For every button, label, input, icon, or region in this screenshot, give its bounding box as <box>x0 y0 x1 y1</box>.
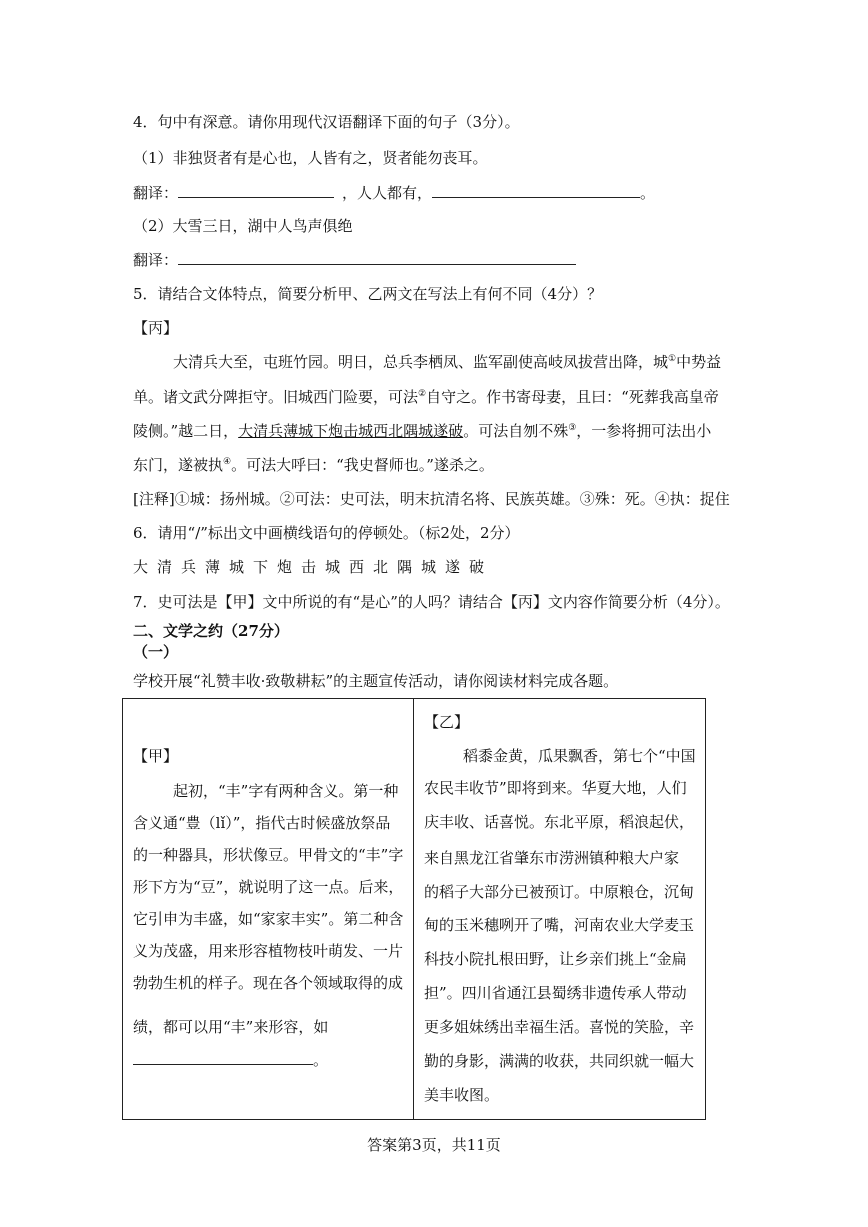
yi-line: 勤的身影，满满的收获，共同织就一幅大 <box>424 1052 695 1070</box>
section-2-subtitle: （一） <box>133 643 179 661</box>
q5-title: 5．请结合文体特点，简要分析甲、乙两文在写法上有何不同（4分）？ <box>133 285 603 303</box>
translation-middle: ，人人都有， <box>342 184 433 202</box>
answer-blank[interactable] <box>178 250 576 265</box>
note-marker: ② <box>418 389 427 399</box>
bing-label: 【丙】 <box>133 319 179 337</box>
q4-sentence-2: （2）大雪三日，湖中人鸟声俱绝 <box>133 217 353 235</box>
jia-line: 绩，都可以用“丰”来形容，如 <box>133 1018 329 1036</box>
answer-blank[interactable] <box>133 1050 313 1065</box>
q6-title: 6．请用“/”标出文中画横线语句的停顿处。（标2处，2分） <box>133 524 520 542</box>
q4-translation-2 <box>133 250 576 270</box>
answer-blank[interactable] <box>432 183 640 198</box>
jia-line: 起初，“丰”字有两种含义。第一种 <box>173 782 399 800</box>
yi-line: 的稻子大部分已被预订。中原粮仓，沉甸 <box>424 883 695 901</box>
yi-line: 来自黑龙江省肇东市涝洲镇种粮大户家 <box>424 849 680 867</box>
yi-line: 稻黍金黄，瓜果飘香，第七个“中国 <box>463 747 696 765</box>
bing-line-3: 陵侧。”越二日，大清兵薄城下炮击城西北隅城遂破。可法自刎不殊③，一参将拥可法出小 <box>133 422 712 440</box>
yi-line: 担”。四川省通江县蜀绣非遗传承人带动 <box>424 984 687 1002</box>
q6-sentence: 大清兵薄城下炮击城西北隅城遂破 <box>133 558 494 576</box>
bing-notes: [注释]①城：扬州城。②可法：史可法，明末抗清名将、民族英雄。③殊：死。④执：捉住 <box>133 490 730 508</box>
yi-line: 甸的玉米穗咧开了嘴，河南农业大学麦玉 <box>424 916 695 934</box>
jia-answer-line <box>133 1050 328 1070</box>
yi-line: 科技小院扎根田野，让乡亲们挑上“金扁 <box>424 950 687 968</box>
translation-label: 翻译： <box>133 184 179 202</box>
page-footer: 答案第3页，共11页 <box>367 1136 501 1154</box>
q4-title: 4．句中有深意。请你用现代汉语翻译下面的句子（3分）。 <box>133 113 520 131</box>
jia-line: 的一种器具，形状像豆。甲骨文的“丰”字 <box>133 846 404 864</box>
yi-line: 农民丰收节”即将到来。华夏大地，人们 <box>424 779 687 797</box>
jia-line: 义为茂盛，用来形容植物枝叶萌发、一片 <box>133 942 404 960</box>
jia-label: 【甲】 <box>133 747 179 765</box>
yi-line: 更多姐妹绣出幸福生活。喜悦的笑脸，辛 <box>424 1018 695 1036</box>
yi-line: 庆丰收、话喜悦。东北平原，稻浪起伏， <box>424 813 695 831</box>
translation-end: 。 <box>640 184 656 202</box>
jia-end: 。 <box>313 1051 329 1069</box>
note-marker: ④ <box>223 457 232 467</box>
note-marker: ③ <box>568 423 577 433</box>
note-marker: ① <box>668 354 677 364</box>
bing-line-1: 大清兵大至，屯班竹园。明日，总兵李栖凤、监军副使高岐凤拔营出降，城①中势益 <box>173 353 722 371</box>
jia-line: 含义通“豊（lǐ）”，指代古时候盛放祭品 <box>133 814 391 832</box>
jia-line: 它引申为丰盛，如“家家丰实”。第二种含 <box>133 910 404 928</box>
yi-line: 美丰收图。 <box>424 1086 500 1104</box>
activity-intro: 学校开展“礼赞丰收·致敬耕耘”的主题宣传活动，请你阅读材料完成各题。 <box>133 672 619 690</box>
answer-blank[interactable] <box>178 183 334 198</box>
jia-line: 勃勃生机的样子。现在各个领域取得的成 <box>133 974 404 992</box>
bing-line-4: 东门，遂被执④。可法大呼曰：“我史督师也。”遂杀之。 <box>133 456 494 474</box>
bing-line-2: 单。诸文武分陴拒守。旧城西门险要，可法②自守之。作书寄母妻，且曰：“死葬我高皇帝 <box>133 388 719 406</box>
q4-translation-1 <box>133 183 655 203</box>
yi-label: 【乙】 <box>424 713 470 731</box>
q7-title: 7．史可法是【甲】文中所说的有“是心”的人吗？请结合【丙】文内容作简要分析（4分）。 <box>133 593 730 611</box>
section-2-title: 二、文学之约（27分） <box>133 622 289 640</box>
jia-line: 形下方为“豆”，就说明了这一点。后来， <box>133 878 404 896</box>
underlined-sentence: 大清兵薄城下炮击城西北隅城遂破 <box>238 422 464 440</box>
translation-label: 翻译： <box>133 251 179 269</box>
q4-sentence-1: （1）非独贤者有是心也，人皆有之，贤者能勿丧耳。 <box>133 149 488 167</box>
table-divider <box>413 698 414 1119</box>
